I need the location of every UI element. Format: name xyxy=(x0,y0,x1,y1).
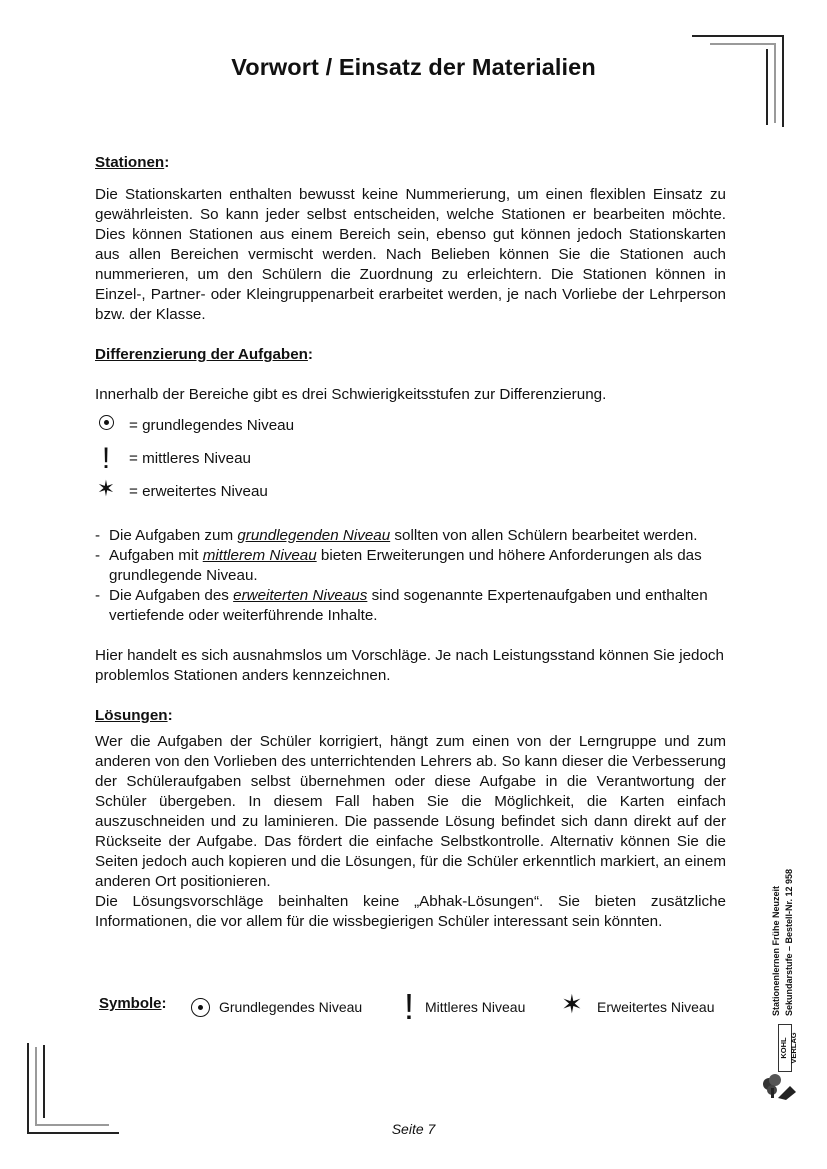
tree-logo-icon xyxy=(760,1028,800,1100)
legend-item-grundlegend: Grundlegendes Niveau xyxy=(191,985,371,1025)
heading-differenzierung: Differenzierung der Aufgaben: xyxy=(95,346,313,363)
publisher-sidebar xyxy=(754,820,804,1020)
symbol-legend-label: Symbole: xyxy=(99,995,167,1012)
differenzierung-closing: Hier handelt es sich ausnahmslos um Vorschläge. Je nach Leistungsstand können Sie jedoch problemlos Stationen anders kennzeichnen. xyxy=(95,647,724,684)
main-content xyxy=(95,153,726,932)
list-item: - Aufgaben mit mittlerem Niveau bieten Erweiterungen und höhere Anforderungen als das grundlegende Niveau. xyxy=(95,547,702,584)
list-item: - Die Aufgaben des erweiterten Niveaus sind sogenannte Expertenaufgaben und enthalten vertiefende oder weiterführende Inhalte. xyxy=(95,587,708,624)
star-icon: ✶ xyxy=(96,476,116,501)
heading-loesungen: Lösungen: xyxy=(95,707,173,724)
differenzierung-intro: Innerhalb der Bereiche gibt es drei Schwierigkeitsstufen zur Differenzierung. xyxy=(95,386,607,403)
level-item-mittel: ! = mittleres Niveau xyxy=(95,440,726,473)
heading-stationen: Stationen: xyxy=(95,154,170,171)
circle-dot-icon xyxy=(95,415,117,436)
publisher-logo: KOHL VERLAG xyxy=(760,1028,800,1100)
legend-item-erweitert: ✶ Erweitertes Niveau xyxy=(561,989,715,1019)
level-item-grundlegend: = grundlegendes Niveau xyxy=(95,407,726,440)
loesungen-paragraph-1: Wer die Aufgaben der Schüler korrigiert, hängt zum einen von der Lerngruppe und zum anderen von den Vorlieben des unterrichtenden Lehrers ab. So kann dieser die Verbesserung der Schüleraufgaben selbst übernehmen oder diese Aufgabe in die Verantwortung der Schüler übergeben. In diesem Fall haben Sie die Möglichkeit, die Karten einfach auszuschneiden und zu laminieren. Die passende Lösung befindet sich dann direkt auf der Rückseite der Aufgabe. Das fördert die einfache Selbstkontrolle. Alternativ können Sie die Seiten jedoch auch kopieren und die Lösungen, für die Schüler erkenntlich markiert, an einem anderen Ort positionieren. xyxy=(95,733,726,890)
page-number: Seite 7 xyxy=(391,1121,436,1137)
symbol-legend xyxy=(99,985,739,1025)
loesungen-paragraph-2: Die Lösungsvorschläge beinhalten keine „Abhak-Lösungen“. Sie bieten zusätzliche Informationen, die vor allem für die wissbegierigen Schüler interessant sein könnten. xyxy=(95,893,726,930)
list-item: - Die Aufgaben zum grundlegenden Niveau sollten von allen Schülern bearbeitet werden. xyxy=(95,527,698,544)
level-list xyxy=(95,407,726,506)
level-item-erweitert: ✶ = erweitertes Niveau xyxy=(96,476,268,501)
page-title: Vorwort / Einsatz der Materialien xyxy=(231,54,596,80)
legend-item-mittel: ! Mittleres Niveau xyxy=(404,986,526,1027)
exclamation-icon: ! xyxy=(101,442,111,475)
level-description-list xyxy=(95,526,726,626)
exclamation-icon: ! xyxy=(404,986,415,1027)
circle-dot-icon xyxy=(191,998,210,1020)
sidebar-order-number: Sekundarstufe – Bestell-Nr. 12 958 xyxy=(784,868,794,1016)
sidebar-title: Stationenlernen Frühe Neuzeit xyxy=(771,885,781,1016)
star-icon: ✶ xyxy=(561,989,583,1019)
stationen-paragraph: Die Stationskarten enthalten bewusst keine Nummerierung, um einen flexiblen Einsatz zu gewährleisten. So kann jeder selbst entscheiden, welche Stationen er bearbeiten möchte. Dies können Stationen aus einem Bereich sein, ebenso gut können jedoch Stationskarten aus allen Bereichen vermischt werden. Nach Belieben können Sie die Stationen auch nummerieren, um den Schülern die Zuordnung zu erleichtern. Die Stationen können in Einzel-, Partner- oder Kleingruppenarbeit erarbeitet werden, je nach Vorliebe der Lehrperson bzw. der Klasse. xyxy=(95,186,726,323)
top-right-corner-ornament xyxy=(690,35,785,127)
